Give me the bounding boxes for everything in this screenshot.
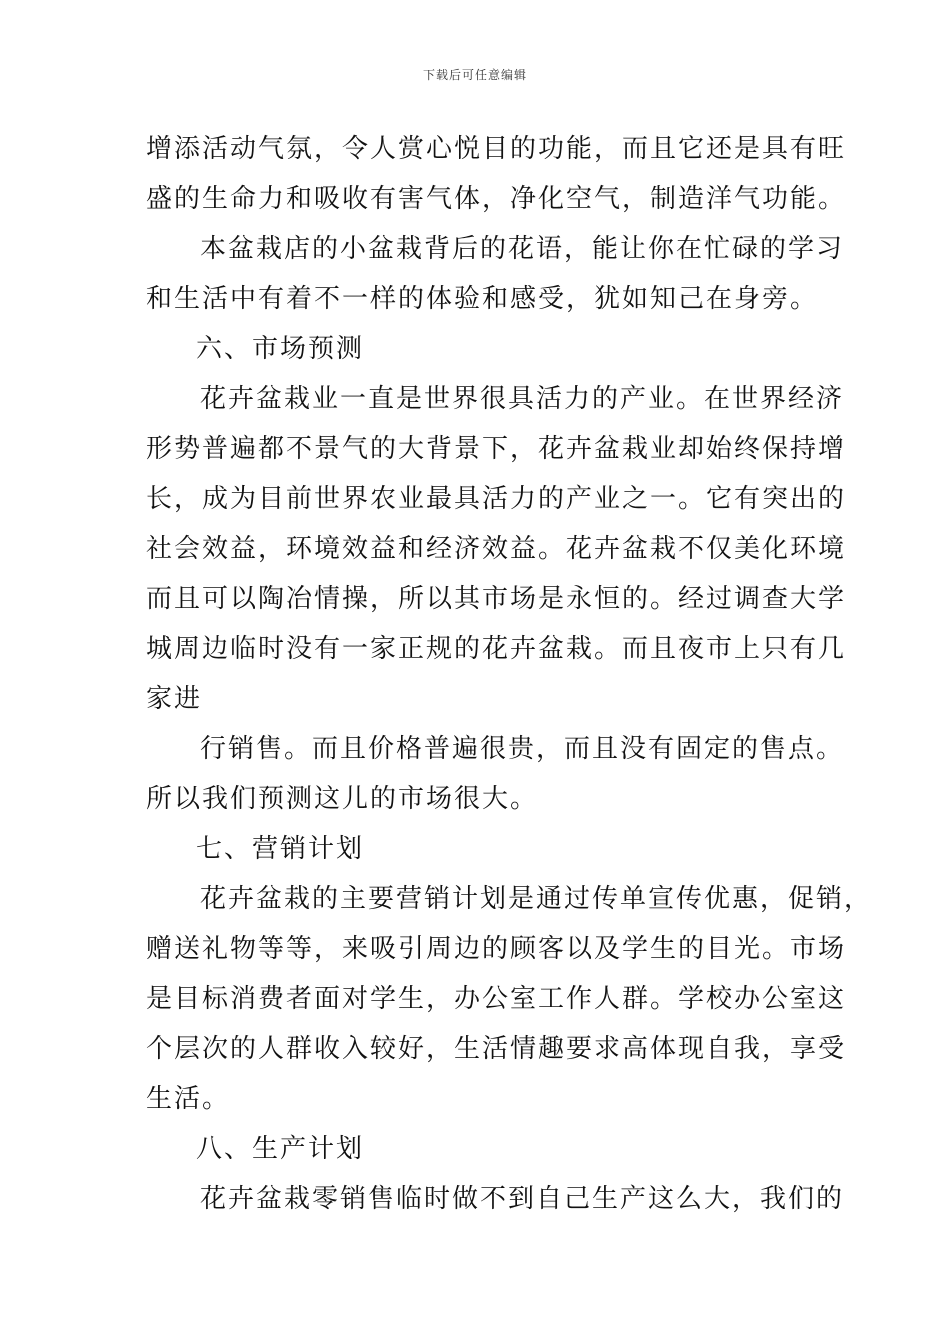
text-line: 个层次的人群收入较好，生活情趣要求高体现自我，享受 [146,1034,847,1064]
text-line: 和生活中有着不一样的体验和感受，犹如知己在身旁。 [146,284,819,314]
section-heading-marketing-plan: 七、营销计划 [196,834,365,864]
paragraph-first-line: 本盆栽店的小盆栽背后的花语，能让你在忙碌的学习 [200,234,845,264]
text-line: 社会效益，环境效益和经济效益。花卉盆栽不仅美化环境 [146,534,847,564]
text-line: 赠送礼物等等，来吸引周边的顾客以及学生的目光。市场 [146,934,847,964]
paragraph-first-line: 行销售。而且价格普遍很贵，而且没有固定的售点。 [200,734,845,764]
section-heading-production-plan: 八、生产计划 [196,1134,365,1164]
text-line: 而且可以陶冶情操，所以其市场是永恒的。经过调查大学 [146,584,847,614]
text-line: 生活。 [146,1084,231,1114]
text-line: 所以我们预测这儿的市场很大。 [146,784,539,814]
text-line: 长，成为目前世界农业最具活力的产业之一。它有突出的 [146,484,847,514]
paragraph-first-line: 花卉盆栽的主要营销计划是通过传单宣传优惠，促销， [200,884,873,914]
text-line: 家进 [146,684,203,714]
paragraph-first-line: 花卉盆栽零销售临时做不到自己生产这么大，我们的 [200,1184,845,1214]
text-line: 是目标消费者面对学生，办公室工作人群。学校办公室这 [146,984,847,1014]
text-line: 城周边临时没有一家正规的花卉盆栽。而且夜市上只有几 [146,634,847,664]
text-line: 增添活动气氛，令人赏心悦目的功能，而且它还是具有旺 [146,134,847,164]
paragraph-first-line: 花卉盆栽业一直是世界很具活力的产业。在世界经济 [200,384,845,414]
text-line: 形势普遍都不景气的大背景下，花卉盆栽业却始终保持增 [146,434,847,464]
page-header-note: 下载后可任意编辑 [422,68,527,82]
section-heading-market-forecast: 六、市场预测 [196,334,365,364]
text-line: 盛的生命力和吸收有害气体，净化空气，制造洋气功能。 [146,184,847,214]
